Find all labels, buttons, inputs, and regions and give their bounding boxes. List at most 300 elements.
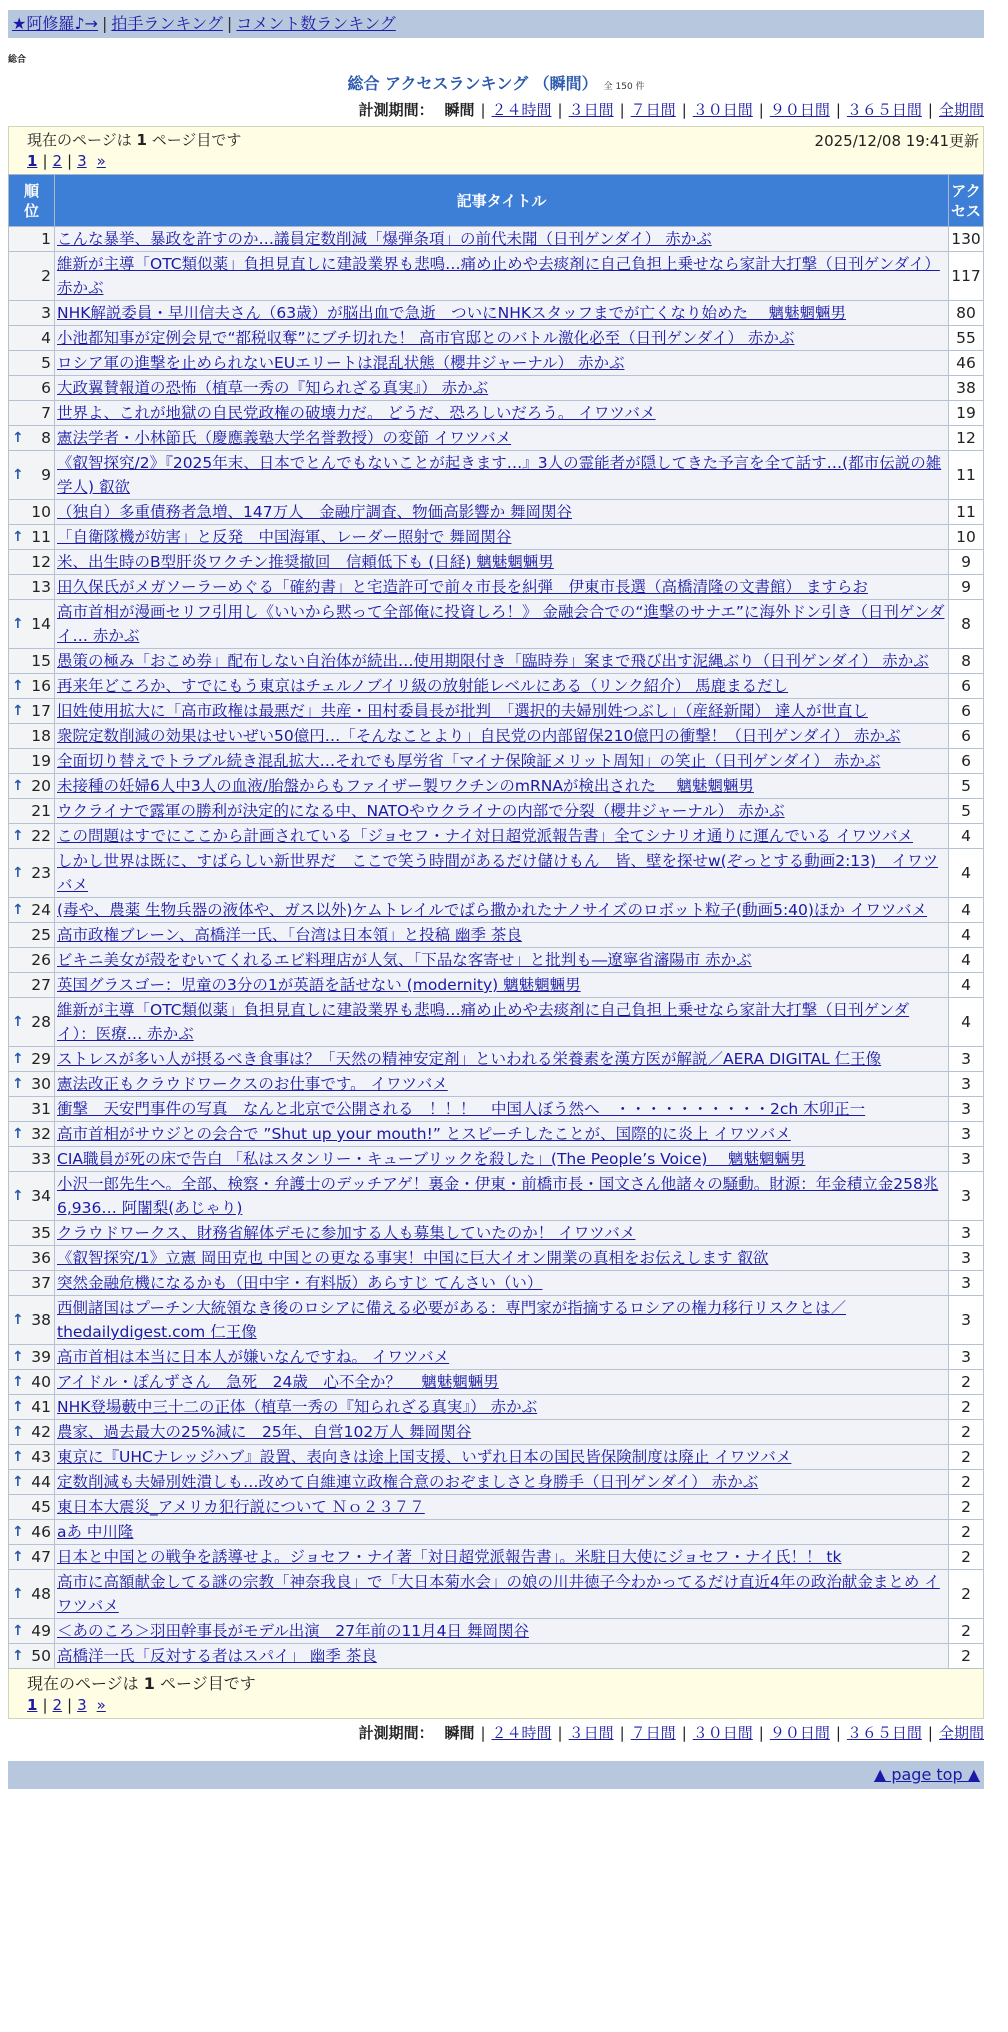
- article-title-link[interactable]: ウクライナで露軍の勝利が決定的になる中、NATOやウクライナの内部で分裂（櫻井ジャーナル） 赤かぶ: [57, 802, 785, 820]
- rank-number: 26: [31, 951, 51, 969]
- top-navigation-bar: ★阿修羅♪→ | 拍手ランキング | コメント数ランキング: [8, 10, 984, 38]
- table-row: [9, 1296, 984, 1345]
- article-title-link[interactable]: 高市に高額献金してる謎の宗教「神奈我良」で「大日本菊水会」の娘の川井徳子今わかってるだけ直近4年の政治献金まとめ イワツバメ: [57, 1573, 940, 1615]
- access-count: 19: [949, 401, 984, 426]
- table-row: [9, 774, 984, 799]
- title-cell: [55, 998, 949, 1047]
- access-count: 130: [949, 227, 984, 252]
- rank-number: 48: [31, 1585, 51, 1603]
- pagination-top: 1 | 2 | 3 »: [27, 152, 106, 170]
- rank-cell: [9, 1221, 55, 1246]
- table-row: [9, 699, 984, 724]
- access-count: 4: [949, 998, 984, 1047]
- rank-cell: [9, 550, 55, 575]
- rank-number: 25: [31, 926, 51, 944]
- rank-number: 43: [31, 1448, 51, 1466]
- access-count: 2: [949, 1644, 984, 1669]
- table-row: [9, 973, 984, 998]
- title-cell: [55, 1122, 949, 1147]
- access-count: 3: [949, 1072, 984, 1097]
- title-cell: [55, 575, 949, 600]
- rank-number: 37: [31, 1274, 51, 1292]
- rank-cell: [9, 351, 55, 376]
- title-cell: [55, 1172, 949, 1221]
- article-title-link[interactable]: aあ 中川隆: [57, 1523, 134, 1541]
- table-row: [9, 1470, 984, 1495]
- article-title-link[interactable]: こんな暴挙、暴政を許すのか…議員定数削減「爆弾条項」の前代未聞（日刊ゲンダイ） 赤かぶ: [57, 230, 712, 248]
- access-count: 4: [949, 898, 984, 923]
- table-row: [9, 1122, 984, 1147]
- rank-up-icon: ↑: [12, 828, 24, 844]
- title-cell: [55, 1221, 949, 1246]
- rank-number: 49: [31, 1622, 51, 1640]
- page-link-3-bottom[interactable]: 3: [77, 1696, 87, 1714]
- pagination-bottom: 1 | 2 | 3 »: [27, 1696, 106, 1714]
- title-cell: [55, 1570, 949, 1619]
- page-heading: [8, 71, 984, 94]
- table-row: [9, 1619, 984, 1644]
- title-cell: [55, 227, 949, 252]
- rank-up-icon: ↑: [12, 1623, 24, 1639]
- rank-cell: [9, 1545, 55, 1570]
- rank-up-icon: ↑: [12, 1449, 24, 1465]
- article-title-link[interactable]: 突然金融危機になるかも（田中宇・有料版）あらすじ てんさい（い）: [57, 1274, 543, 1292]
- rank-up-icon: ↑: [12, 467, 24, 483]
- rank-cell: [9, 998, 55, 1047]
- access-count: 3: [949, 1271, 984, 1296]
- article-title-link[interactable]: 西側諸国はプーチン大統領なき後のロシアに備える必要がある：専門家が指摘するロシアの権力移行リスクとは／thedailydigest.com 仁王像: [57, 1299, 846, 1341]
- page-link-2[interactable]: 2: [52, 152, 63, 170]
- access-count: 12: [949, 426, 984, 451]
- rank-cell: [9, 1047, 55, 1072]
- title-cell: [55, 1619, 949, 1644]
- table-row: [9, 1172, 984, 1221]
- rank-number: 23: [31, 864, 51, 882]
- rank-cell: [9, 1147, 55, 1172]
- comment-ranking-link[interactable]: コメント数ランキング: [236, 14, 396, 33]
- rank-cell: [9, 1445, 55, 1470]
- access-count: 4: [949, 973, 984, 998]
- access-count: 2: [949, 1395, 984, 1420]
- period-selector-bottom: 計測期間： 瞬間 | ２４時間 | ３日間 | ７日間 | ３０日間 | ９０日間 | ３６５日間 | 全期間: [358, 1724, 984, 1742]
- rank-number: 34: [31, 1187, 51, 1205]
- rank-cell: [9, 1470, 55, 1495]
- table-row: [9, 1097, 984, 1122]
- table-row: [9, 600, 984, 649]
- rank-number: 42: [31, 1423, 51, 1441]
- rank-cell: [9, 1172, 55, 1221]
- rank-up-icon: ↑: [12, 865, 24, 881]
- article-title-link[interactable]: CIA職員が死の床で告白 「私はスタンリー・キューブリックを殺した」(The People’s Voice) 魑魅魍魎男: [57, 1150, 806, 1168]
- rank-cell: [9, 1395, 55, 1420]
- table-row: [9, 1495, 984, 1520]
- rank-up-icon: ↑: [12, 1549, 24, 1565]
- rank-number: 14: [31, 615, 51, 633]
- article-title-link[interactable]: 東京に『UHCナレッジハブ』設置、表向きは途上国支援、いずれ日本の国民皆保険制度は廃止 イワツバメ: [57, 1448, 792, 1466]
- rank-cell: [9, 227, 55, 252]
- ranking-table: [8, 174, 984, 1669]
- updated-time: 2025/12/08 19:41更新: [814, 132, 979, 150]
- article-title-link[interactable]: ＜あのころ＞羽田幹事長がモデル出演 27年前の11月4日 舞岡関谷: [57, 1622, 529, 1640]
- table-row: [9, 1072, 984, 1097]
- table-row: [9, 1420, 984, 1445]
- article-title-link[interactable]: 農家、過去最大の25%減に 25年、自営102万人 舞岡関谷: [57, 1423, 472, 1441]
- article-title-link[interactable]: 米、出生時のB型肝炎ワクチン推奨撤回 信頼低下も (日経) 魑魅魍魎男: [57, 553, 554, 571]
- rank-number: 46: [31, 1523, 51, 1541]
- title-cell: [55, 674, 949, 699]
- article-title-link[interactable]: 高橋洋一氏「反対する者はスパイ」 幽季 茶良: [57, 1647, 377, 1665]
- table-row: [9, 301, 984, 326]
- rank-cell: [9, 1520, 55, 1545]
- table-row: [9, 1246, 984, 1271]
- rank-number: 6: [41, 379, 51, 397]
- period-7d-link-bottom[interactable]: ７日間: [630, 1724, 676, 1742]
- title-cell: [55, 326, 949, 351]
- rank-cell: [9, 1570, 55, 1619]
- rank-number: 27: [31, 976, 51, 994]
- rank-cell: [9, 1644, 55, 1669]
- rank-number: 3: [41, 304, 51, 322]
- article-title-link[interactable]: 再来年どころか、すでにもう東京はチェルノブイリ級の放射能レベルにある（リンク紹介） 馬鹿まるだし: [57, 677, 789, 695]
- title-cell: [55, 351, 949, 376]
- rank-cell: [9, 699, 55, 724]
- rank-number: 1: [41, 230, 51, 248]
- title-cell: [55, 1470, 949, 1495]
- rank-up-icon: ↑: [12, 1474, 24, 1490]
- table-row: [9, 1520, 984, 1545]
- period-all-link-bottom[interactable]: 全期間: [938, 1724, 984, 1742]
- access-count: 5: [949, 774, 984, 799]
- access-count: 2: [949, 1520, 984, 1545]
- rank-cell: [9, 1495, 55, 1520]
- period-365d-link-bottom[interactable]: ３６５日間: [846, 1724, 922, 1742]
- article-title-link[interactable]: 高市首相がサウジとの会合で ”Shut up your mouth!” とスピーチしたことが、国際的に炎上 イワツバメ: [57, 1125, 791, 1143]
- title-cell: [55, 1420, 949, 1445]
- rank-cell: [9, 252, 55, 301]
- title-cell: [55, 600, 949, 649]
- title-cell: [55, 376, 949, 401]
- rank-number: 20: [31, 777, 51, 795]
- article-title-link[interactable]: 高市首相は本当に日本人が嫌いなんですね。 イワツバメ: [57, 1348, 450, 1366]
- title-cell: [55, 749, 949, 774]
- article-title-link[interactable]: アイドル・ぽんずさん 急死 24歳 心不全か？ 魑魅魍魎男: [57, 1373, 499, 1391]
- access-count: 3: [949, 1296, 984, 1345]
- access-count: 6: [949, 749, 984, 774]
- title-cell: [55, 550, 949, 575]
- access-count: 4: [949, 824, 984, 849]
- rank-cell: [9, 575, 55, 600]
- title-cell: [55, 824, 949, 849]
- title-cell: [55, 1495, 949, 1520]
- article-title-link[interactable]: 英国グラスゴー：児童の3分の1が英語を話せない (modernity) 魑魅魍魎男: [57, 976, 581, 994]
- rank-cell: [9, 1296, 55, 1345]
- table-row: [9, 898, 984, 923]
- access-count: 2: [949, 1470, 984, 1495]
- rank-cell: [9, 824, 55, 849]
- table-row: [9, 500, 984, 525]
- table-row: [9, 1271, 984, 1296]
- col-title-header: 記事タイトル: [55, 175, 949, 227]
- access-count: 4: [949, 849, 984, 898]
- table-row: [9, 351, 984, 376]
- title-cell: [55, 1395, 949, 1420]
- article-title-link[interactable]: 田久保氏がメガソーラーめぐる「確約書」と宅造許可で前々市長を糾弾 伊東市長選（高橋清隆の文書館） ますらお: [57, 578, 868, 596]
- access-count: 8: [949, 649, 984, 674]
- rank-up-icon: ↑: [12, 529, 24, 545]
- period-7d-link[interactable]: ７日間: [630, 101, 676, 119]
- rank-number: 10: [31, 503, 51, 521]
- rank-number: 8: [41, 429, 51, 447]
- article-title-link[interactable]: 衝撃 天安門事件の写真 なんと北京で公開される ！！！ 中国人ぼう然へ ・・・・・・・・・・2ch 木卯正一: [57, 1100, 866, 1118]
- title-cell: [55, 849, 949, 898]
- access-count: 3: [949, 1246, 984, 1271]
- period-365d-link[interactable]: ３６５日間: [846, 101, 922, 119]
- access-count: 46: [949, 351, 984, 376]
- article-title-link[interactable]: 維新が主導「OTC類似薬」負担見直しに建設業界も悲鳴…痛め止めや去痰剤に自己負担上乗せなら家計大打撃（日刊ゲンダイ）：医療… 赤かぶ: [57, 1001, 910, 1043]
- table-row: [9, 674, 984, 699]
- rank-number: 9: [41, 466, 51, 484]
- article-title-link[interactable]: 定数削減も夫婦別姓潰しも…改めて自維連立政権合意のおぞましさと身勝手（日刊ゲンダイ） 赤かぶ: [57, 1473, 759, 1491]
- rank-number: 24: [31, 901, 51, 919]
- article-title-link[interactable]: しかし世界は既に、すばらしい新世界だ ここで笑う時間があるだけ儲けもん 皆、壁を探せw(ぞっとする動画2:13) イワツバメ: [57, 852, 939, 894]
- title-cell: [55, 1296, 949, 1345]
- rank-number: 13: [31, 578, 51, 596]
- article-title-link[interactable]: 高市首相が漫画セリフ引用し《いいから黙って全部俺に投資しろ！》 金融会合での“進撃のサナエ”に海外ドン引き（日刊ゲンダイ… 赤かぶ: [57, 603, 945, 645]
- title-cell: [55, 1445, 949, 1470]
- period-30d-link[interactable]: ３０日間: [692, 101, 753, 119]
- article-title-link[interactable]: 憲法学者・小林節氏（慶應義塾大学名誉教授）の変節 イワツバメ: [57, 429, 512, 447]
- table-row: [9, 1545, 984, 1570]
- period-3d-link[interactable]: ３日間: [568, 101, 614, 119]
- access-count: 8: [949, 600, 984, 649]
- rank-number: 11: [31, 528, 51, 546]
- table-row: [9, 1570, 984, 1619]
- title-cell: [55, 948, 949, 973]
- access-count: 6: [949, 674, 984, 699]
- table-row: [9, 1345, 984, 1370]
- table-row: [9, 376, 984, 401]
- rank-up-icon: ↑: [12, 1399, 24, 1415]
- rank-up-icon: ↑: [12, 1374, 24, 1390]
- period-24h-link[interactable]: ２４時間: [491, 101, 552, 119]
- rank-cell: [9, 774, 55, 799]
- rank-cell: [9, 799, 55, 824]
- table-row: [9, 824, 984, 849]
- article-title-link[interactable]: 愚策の極み「おこめ券」配布しない自治体が続出…使用期限付き「臨時券」案まで飛び出す泥縄ぶり（日刊ゲンダイ） 赤かぶ: [57, 652, 929, 670]
- rank-number: 2: [41, 267, 51, 285]
- rank-number: 29: [31, 1050, 51, 1068]
- article-title-link[interactable]: 衆院定数削減の効果はせいぜい50億円…「そんなことより」自民党の内部留保210億円の衝撃！（日刊ゲンダイ） 赤かぶ: [57, 727, 901, 745]
- page-info-bottom: [8, 1669, 984, 1719]
- rank-cell: [9, 1271, 55, 1296]
- table-row: [9, 724, 984, 749]
- article-title-link[interactable]: 東日本大震災_アメリカ犯行説について Ｎｏ２３７７: [57, 1498, 425, 1516]
- page-next-link-bottom[interactable]: »: [96, 1696, 106, 1714]
- article-title-link[interactable]: 「自衛隊機が妨害」と反発 中国海軍、レーダー照射で 舞岡関谷: [57, 528, 512, 546]
- title-cell: [55, 1246, 949, 1271]
- page-next-link[interactable]: »: [96, 152, 106, 170]
- period-90d-link[interactable]: ９０日間: [769, 101, 830, 119]
- article-title-link[interactable]: 小池都知事が定例会見で“都税収奪”にブチ切れた！ 高市官邸とのバトル激化必至（日刊ゲンダイ） 赤かぶ: [57, 329, 795, 347]
- table-row: [9, 1147, 984, 1172]
- rank-cell: [9, 973, 55, 998]
- rank-number: 17: [31, 702, 51, 720]
- title-cell: [55, 649, 949, 674]
- title-cell: [55, 500, 949, 525]
- period-30d-link-bottom[interactable]: ３０日間: [692, 1724, 753, 1742]
- title-cell: [55, 724, 949, 749]
- rank-number: 31: [31, 1100, 51, 1118]
- page-link-3[interactable]: 3: [77, 152, 87, 170]
- period-current: 瞬間: [444, 101, 475, 119]
- access-count: 2: [949, 1495, 984, 1520]
- rank-up-icon: ↑: [12, 902, 24, 918]
- rank-number: 44: [31, 1473, 51, 1491]
- rank-cell: [9, 376, 55, 401]
- access-count: 11: [949, 500, 984, 525]
- page-top-link[interactable]: ▲ page top ▲: [873, 1765, 980, 1784]
- rank-up-icon: ↑: [12, 430, 24, 446]
- rank-up-icon: ↑: [12, 1648, 24, 1664]
- rank-number: 39: [31, 1348, 51, 1366]
- rank-number: 50: [31, 1647, 51, 1665]
- rank-up-icon: ↑: [12, 1524, 24, 1540]
- col-rank-header: 順位: [9, 175, 55, 227]
- rank-number: 33: [31, 1150, 51, 1168]
- period-all-link[interactable]: 全期間: [938, 101, 984, 119]
- rank-up-icon: ↑: [12, 1188, 24, 1204]
- period-3d-link-bottom[interactable]: ３日間: [568, 1724, 614, 1742]
- period-90d-link-bottom[interactable]: ９０日間: [769, 1724, 830, 1742]
- title-cell: [55, 1520, 949, 1545]
- rank-cell: [9, 1619, 55, 1644]
- rank-cell: [9, 600, 55, 649]
- title-cell: [55, 1370, 949, 1395]
- access-count: 4: [949, 923, 984, 948]
- rank-up-icon: ↑: [12, 1126, 24, 1142]
- article-title-link[interactable]: ストレスが多い人が摂るべき食事は？「天然の精神安定剤」といわれる栄養素を漢方医が解説／AERA DIGITAL 仁王像: [57, 1050, 882, 1068]
- access-count: 2: [949, 1445, 984, 1470]
- rank-up-icon: ↑: [12, 1349, 24, 1365]
- table-row: [9, 426, 984, 451]
- article-title-link[interactable]: NHK登場藪中三十二の正体（植草一秀の『知られざる真実』） 赤かぶ: [57, 1398, 538, 1416]
- title-cell: [55, 401, 949, 426]
- page-position: 現在のページは 1 ページ目です: [27, 131, 242, 149]
- table-row: [9, 998, 984, 1047]
- article-title-link[interactable]: 全面切り替えでトラブル続き混乱拡大…それでも厚労省「マイナ保険証メリット周知」の笑止（日刊ゲンダイ） 赤かぶ: [57, 752, 881, 770]
- article-title-link[interactable]: ロシア軍の進撃を止められないEUエリートは混乱状態（櫻井ジャーナル） 赤かぶ: [57, 354, 625, 372]
- table-row: [9, 525, 984, 550]
- rank-up-icon: ↑: [12, 1076, 24, 1092]
- article-title-link[interactable]: 小沢一郎先生へ。全部、検察・弁護士のデッチアゲ！裏金・伊東・前橋市長・国文さん他諸々の騒動。財源：年金積立金258兆6,936… 阿闍梨(あじゃり): [57, 1175, 939, 1217]
- access-count: 3: [949, 1221, 984, 1246]
- article-title-link[interactable]: ビキニ美女が殻をむいてくれるエビ料理店が人気、「下品な客寄せ」と批判も―遼寧省瀋陽市 赤かぶ: [57, 951, 752, 969]
- title-cell: [55, 923, 949, 948]
- title-cell: [55, 525, 949, 550]
- rank-cell: [9, 724, 55, 749]
- rank-cell: [9, 426, 55, 451]
- rank-number: 21: [31, 802, 51, 820]
- article-title-link[interactable]: クラウドワークス、財務省解体デモに参加する人も募集していたのか！ イワツバメ: [57, 1224, 636, 1242]
- article-title-link[interactable]: この問題はすでにここから計画されている「ジョセフ・ナイ対日超党派報告書」全てシナリオ通りに運んでいる イワツバメ: [57, 827, 914, 845]
- access-count: 6: [949, 699, 984, 724]
- page-link-1-bottom[interactable]: 1: [27, 1696, 38, 1714]
- rank-cell: [9, 1072, 55, 1097]
- rank-up-icon: ↑: [12, 678, 24, 694]
- rank-number: 12: [31, 553, 51, 571]
- access-count: 2: [949, 1545, 984, 1570]
- article-title-link[interactable]: NHK解説委員・早川信夫さん（63歳）が脳出血で急逝 ついにNHKスタッフまでが亡くなり始めた 魑魅魍魎男: [57, 304, 846, 322]
- access-count: 4: [949, 948, 984, 973]
- title-cell: [55, 973, 949, 998]
- article-title-link[interactable]: 《叡智探究/1》立憲 岡田克也 中国との更なる事実！中国に巨大イオン開業の真相をお伝えします 叡欲: [57, 1249, 769, 1267]
- title-cell: [55, 301, 949, 326]
- title-cell: [55, 1072, 949, 1097]
- section-label: 総合: [8, 55, 27, 65]
- total-count: 全 150 件: [603, 82, 645, 92]
- table-row: [9, 1644, 984, 1669]
- rank-number: 22: [31, 827, 51, 845]
- access-count: 9: [949, 575, 984, 600]
- rank-number: 35: [31, 1224, 51, 1242]
- title-cell: [55, 1047, 949, 1072]
- page-title: 総合 アクセスランキング （瞬間）: [347, 74, 598, 93]
- article-title-link[interactable]: 日本と中国との戦争を誘導せよ。ジョセフ・ナイ著「対日超党派報告書」。米駐日大使にジョセフ・ナイ氏！！ tk: [57, 1548, 842, 1566]
- rank-number: 28: [31, 1013, 51, 1031]
- article-title-link[interactable]: 大政翼賛報道の恐怖（植草一秀の『知られざる真実』） 赤かぶ: [57, 379, 489, 397]
- period-24h-link-bottom[interactable]: ２４時間: [491, 1724, 552, 1742]
- page-link-2-bottom[interactable]: 2: [52, 1696, 63, 1714]
- rank-number: 32: [31, 1125, 51, 1143]
- article-title-link[interactable]: 旧姓使用拡大に「高市政権は最悪だ」共産・田村委員長が批判 「選択的夫婦別姓つぶし」（産経新聞） 達人が世直し: [57, 702, 868, 720]
- article-title-link[interactable]: （独自）多重債務者急増、147万人 金融庁調査、物価高影響か 舞岡関谷: [57, 503, 573, 521]
- rank-cell: [9, 948, 55, 973]
- site-home-link[interactable]: ★阿修羅♪→: [12, 14, 98, 33]
- access-count: 3: [949, 1122, 984, 1147]
- rank-number: 30: [31, 1075, 51, 1093]
- table-row: [9, 749, 984, 774]
- title-cell: [55, 1147, 949, 1172]
- article-title-link[interactable]: 未接種の妊婦6人中3人の血液/胎盤からもファイザー製ワクチンのmRNAが検出された 魑魅魍魎男: [57, 777, 754, 795]
- title-cell: [55, 1271, 949, 1296]
- rank-cell: [9, 451, 55, 500]
- article-title-link[interactable]: 高市政権ブレーン、高橋洋一氏、「台湾は日本領」と投稿 幽季 茶良: [57, 926, 522, 944]
- article-title-link[interactable]: (毒や、農薬 生物兵器の液体や、ガス以外)ケムトレイルでばら撒かれたナノサイズのロボット粒子(動画5:40)ほか イワツバメ: [57, 901, 928, 919]
- article-title-link[interactable]: 《叡智探究/2》『2025年末、日本でとんでもないことが起きます…』3人の霊能者が隠してきた予言を全て話す…(都市伝説の雑学人) 叡欲: [57, 454, 942, 496]
- table-row: [9, 948, 984, 973]
- title-cell: [55, 426, 949, 451]
- article-title-link[interactable]: 世界よ、これが地獄の自民党政権の破壊力だ。 どうだ、恐ろしいだろう。 イワツバメ: [57, 404, 656, 422]
- access-count: 2: [949, 1370, 984, 1395]
- rank-number: 18: [31, 727, 51, 745]
- title-cell: [55, 451, 949, 500]
- access-count: 3: [949, 1345, 984, 1370]
- access-count: 3: [949, 1047, 984, 1072]
- rank-cell: [9, 923, 55, 948]
- access-count: 5: [949, 799, 984, 824]
- access-count: 117: [949, 252, 984, 301]
- article-title-link[interactable]: 憲法改正もクラウドワークスのお仕事です。 イワツバメ: [57, 1075, 448, 1093]
- table-row: [9, 1221, 984, 1246]
- rank-cell: [9, 1420, 55, 1445]
- article-title-link[interactable]: 維新が主導「OTC類似薬」負担見直しに建設業界も悲鳴…痛め止めや去痰剤に自己負担上乗せなら家計大打撃（日刊ゲンダイ） 赤かぶ: [57, 255, 940, 297]
- table-row: [9, 451, 984, 500]
- clap-ranking-link[interactable]: 拍手ランキング: [111, 14, 223, 33]
- page-link-1[interactable]: 1: [27, 152, 38, 170]
- page-info-top: [8, 126, 984, 174]
- title-cell: [55, 1545, 949, 1570]
- access-count: 9: [949, 550, 984, 575]
